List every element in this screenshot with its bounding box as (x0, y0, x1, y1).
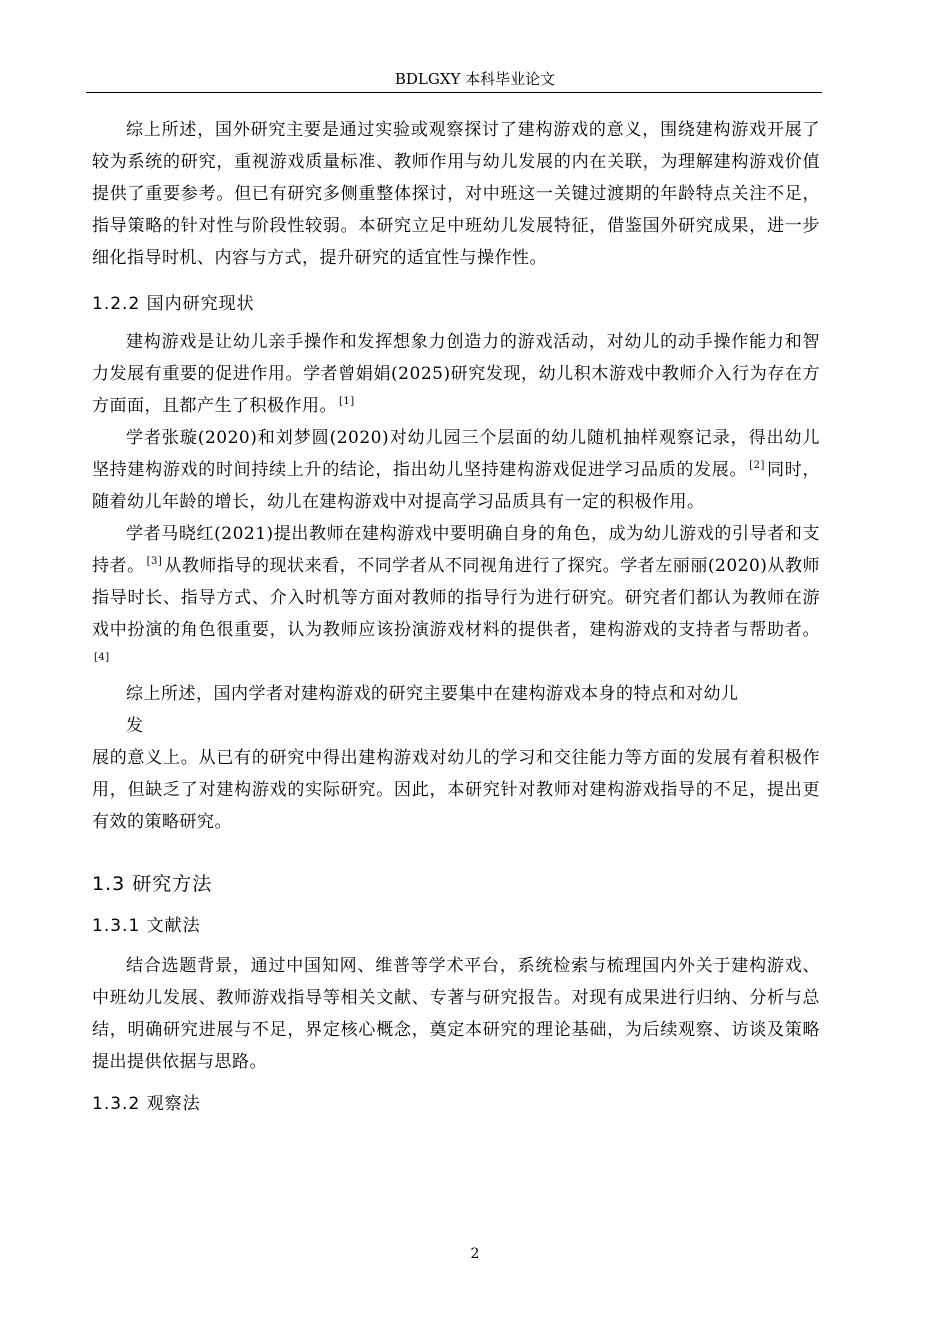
paragraph-foreign-summary: 综上所述，国外研究主要是通过实验或观察探讨了建构游戏的意义，围绕建构游戏开展了较为系统的研究，重视游戏质量标准、教师作用与幼儿发展的内在关联，为理解建构游戏价值提供了重要参考。但已有研究多侧重整体探讨，对中班这一关键过渡期的年龄特点关注不足，指导策略的针对性与阶段性较弱。本研究立足中班幼儿发展特征，借鉴国外研究成果，进一步细化指导时机、内容与方式，提升研究的适宜性与操作性。 (92, 120, 820, 268)
page-number: 2 (470, 1246, 480, 1262)
paragraph-text: 从教师指导的现状来看，不同学者从不同视角进行了探究。学者左丽丽(2020)从教师指导时长、指导方式、介入时机等方面对教师的指导行为进行研究。研究者们都认为教师在游戏中扮演的角色很重要，认为教师应该扮演游戏材料的提供者，建构游戏的支持者与帮助者。 (92, 556, 821, 640)
body-content (92, 114, 820, 1120)
paragraph-domestic-summary-orphan: 发 (126, 716, 144, 736)
paragraph-text: 建构游戏是让幼儿亲手操作和发挥想象力创造力的游戏活动，对幼儿的动手操作能力和智力发展有重要的促进作用。学者曾娟娟(2025)研究发现，幼儿积木游戏中教师介入行为存在方方面面，且都产生了积极作用。 (92, 332, 820, 416)
heading-1-3-1: 1.3.1 文献法 (92, 916, 201, 936)
paragraph-domestic-summary-line1: 综上所述，国内学者对建构游戏的研究主要集中在建构游戏本身的特点和对幼儿 (126, 684, 739, 704)
paragraph-text: 学者张璇(2020)和刘梦圆(2020)对幼儿园三个层面的幼儿随机抽样观察记录，得出幼儿坚持建构游戏的时间持续上升的结论，指出幼儿坚持建构游戏促进学习品质的发展。 (92, 428, 820, 480)
heading-1-3: 1.3 研究方法 (92, 873, 213, 895)
paragraph-text: 学者马晓红(2021)提出教师在建构游戏中要明确自身的角色，成为幼儿游戏的引导者和支持者。 (92, 524, 820, 576)
citation-2[interactable]: [2] (749, 460, 765, 472)
paragraph-construction-game (92, 326, 820, 422)
paragraph-literature-method: 结合选题背景，通过中国知网、维普等学术平台，系统检索与梳理国内外关于建构游戏、中班幼儿发展、教师游戏指导等相关文献、专著与研究报告。对现有成果进行归纳、分析与总结，明确研究进展与不足，界定核心概念，奠定本研究的理论基础，为后续观察、访谈及策略提出提供依据与思路。 (92, 956, 820, 1072)
citation-1[interactable]: [1] (339, 396, 355, 408)
heading-1-3-2: 1.3.2 观察法 (92, 1094, 201, 1114)
header-divider (86, 92, 822, 93)
citation-4[interactable]: [4] (94, 652, 110, 664)
paragraph-domestic-summary-rest: 展的意义上。从已有的研究中得出建构游戏对幼儿的学习和交往能力等方面的发展有着积极作用，但缺乏了对建构游戏的实际研究。因此，本研究针对教师对建构游戏指导的不足，提出更有效的策略研究。 (92, 748, 820, 832)
paragraph-text: 同时，随着幼儿年龄的增长，幼儿在建构游戏中对提高学习品质具有一定的积极作用。 (92, 460, 820, 512)
paragraph-zhang-liu (92, 422, 820, 518)
citation-3[interactable]: [3] (146, 556, 163, 568)
heading-1-2-2: 1.2.2 国内研究现状 (92, 294, 255, 314)
paragraph-ma-zuo (92, 518, 820, 678)
running-header: BDLGXY 本科毕业论文 (394, 70, 556, 88)
